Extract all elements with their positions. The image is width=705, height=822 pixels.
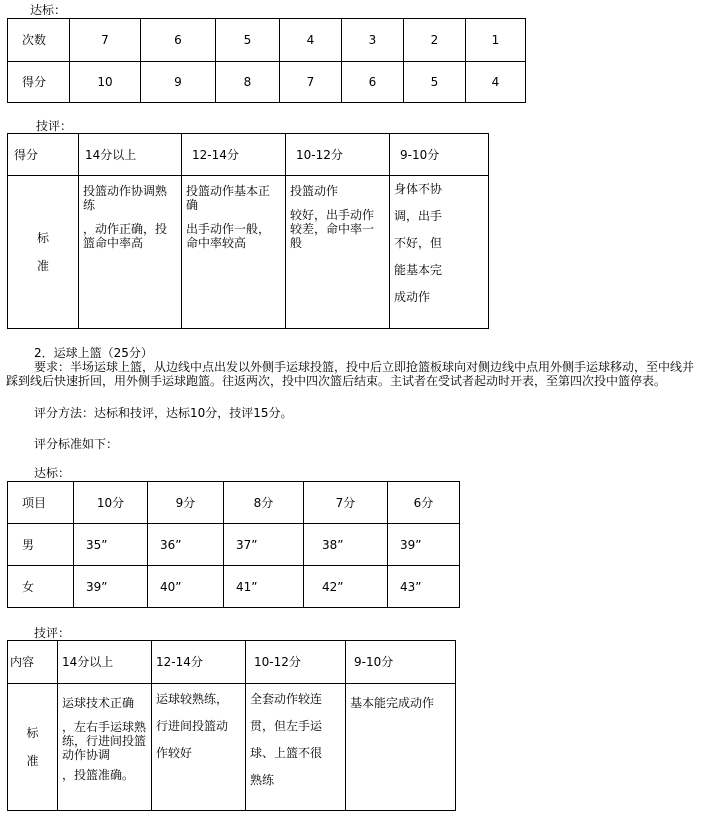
table-cell: 5 [216, 19, 280, 62]
table-cell: 42” [304, 566, 388, 608]
header-cell: 8分 [224, 482, 304, 524]
table-cell: 3 [342, 19, 404, 62]
table-row [8, 176, 489, 329]
table-cell: 8 [216, 62, 280, 103]
table-cell: 39” [388, 524, 460, 566]
criteria-text: 能基本完 [394, 263, 443, 277]
criteria-cell [286, 176, 390, 329]
criteria-text: 投篮动作基本正确 [186, 184, 271, 212]
criteria-cell [79, 176, 182, 329]
table-cell: 41” [224, 566, 304, 608]
header-cell: 得分 [8, 134, 79, 176]
row-head: 次数 [8, 19, 70, 62]
section1-label: 达标： [30, 3, 67, 17]
section3-title: 2．运球上篮（25分） [34, 346, 153, 360]
section1-table [7, 18, 526, 103]
table-row [8, 684, 456, 811]
table-cell: 1 [466, 19, 526, 62]
table-cell: 7 [70, 19, 141, 62]
section3-method: 评分方法：达标和技评，达标10分，技评15分。 [34, 406, 293, 420]
criteria-cell [246, 684, 346, 811]
header-cell: 7分 [304, 482, 388, 524]
table-cell: 5 [404, 62, 466, 103]
header-cell: 10分 [74, 482, 148, 524]
header-cell: 14分以上 [58, 641, 152, 684]
row-label-char: 标 [26, 726, 39, 740]
criteria-text: 熟练 [250, 773, 275, 787]
table-row [8, 62, 526, 103]
table-cell: 39” [74, 566, 148, 608]
criteria-text: 出手动作一般，命中率较高 [186, 222, 271, 250]
row-head: 得分 [8, 62, 70, 103]
criteria-text: 运球技术正确 [62, 696, 135, 710]
table-row [8, 19, 526, 62]
criteria-text: 成动作 [394, 290, 431, 304]
table-cell: 4 [280, 19, 342, 62]
row-label [8, 176, 79, 329]
criteria-cell [152, 684, 246, 811]
table-cell: 9 [141, 62, 216, 103]
criteria-text: ，动作正确，投篮命中率高 [83, 222, 168, 250]
section5-label: 技评： [34, 626, 71, 640]
row-label-char: 标 [36, 231, 49, 245]
header-cell: 6分 [388, 482, 460, 524]
header-cell: 内容 [8, 641, 58, 684]
header-cell: 14分以上 [79, 134, 182, 176]
row-head: 女 [8, 566, 74, 608]
table-cell: 2 [404, 19, 466, 62]
criteria-text: 不好，但 [394, 236, 443, 250]
criteria-text: 身体不协 [394, 182, 443, 196]
section2-table [7, 133, 489, 329]
criteria-text: 全套动作较连 [250, 692, 323, 706]
row-label-char: 准 [36, 259, 49, 273]
table-cell: 6 [342, 62, 404, 103]
criteria-text: 投篮动作 [290, 184, 339, 198]
table-cell: 43” [388, 566, 460, 608]
header-cell: 10-12分 [286, 134, 390, 176]
table-cell: 6 [141, 19, 216, 62]
table-cell: 7 [280, 62, 342, 103]
header-cell: 12-14分 [152, 641, 246, 684]
row-head: 男 [8, 524, 74, 566]
criteria-cell [58, 684, 152, 811]
criteria-text: ，投篮准确。 [62, 768, 135, 782]
header-cell: 9分 [148, 482, 224, 524]
criteria-cell [390, 176, 489, 329]
section4-table [7, 481, 460, 608]
criteria-text: 较好，出手动作较差，命中率一般 [290, 208, 375, 250]
table-row [8, 482, 460, 524]
row-label [8, 684, 58, 811]
table-row [8, 134, 489, 176]
criteria-text: 运球较熟练， [156, 692, 229, 706]
table-row [8, 524, 460, 566]
table-cell: 37” [224, 524, 304, 566]
table-row [8, 566, 460, 608]
section4-label: 达标： [34, 466, 71, 480]
section3-standard: 评分标准如下： [34, 437, 119, 451]
table-row [8, 641, 456, 684]
criteria-cell [346, 684, 456, 811]
criteria-text: ，左右手运球熟练，行进间投篮动作协调 [62, 720, 147, 762]
criteria-text: 调，出手 [394, 209, 443, 223]
header-cell: 12-14分 [182, 134, 286, 176]
section2-label: 技评： [36, 119, 73, 133]
criteria-cell [182, 176, 286, 329]
row-label-char: 准 [26, 754, 39, 768]
criteria-text: 投篮动作协调熟练 [83, 184, 168, 212]
criteria-text: 作较好 [156, 746, 193, 760]
table-cell: 40” [148, 566, 224, 608]
section3-requirement: 要求：半场运球上篮，从边线中点出发以外侧手运球投篮，投中后立即抢篮板球向对侧边线中点用外侧手运球移动，至中线并踩到线后快速折回，用外侧手运球跑篮。往返两次，投中四次篮后结束。主试者在受试者起动时开表，至第四次投中篮停表。 [6, 360, 695, 388]
table-cell: 35” [74, 524, 148, 566]
header-cell: 项目 [8, 482, 74, 524]
criteria-text: 球、上篮不很 [250, 746, 323, 760]
section5-table [7, 640, 456, 811]
criteria-text: 基本能完成动作 [350, 696, 435, 710]
criteria-text: 贯，但左手运 [250, 719, 323, 733]
header-cell: 9-10分 [390, 134, 489, 176]
criteria-text: 行进间投篮动 [156, 719, 229, 733]
table-cell: 36” [148, 524, 224, 566]
header-cell: 9-10分 [346, 641, 456, 684]
table-cell: 38” [304, 524, 388, 566]
table-cell: 10 [70, 62, 141, 103]
header-cell: 10-12分 [246, 641, 346, 684]
table-cell: 4 [466, 62, 526, 103]
